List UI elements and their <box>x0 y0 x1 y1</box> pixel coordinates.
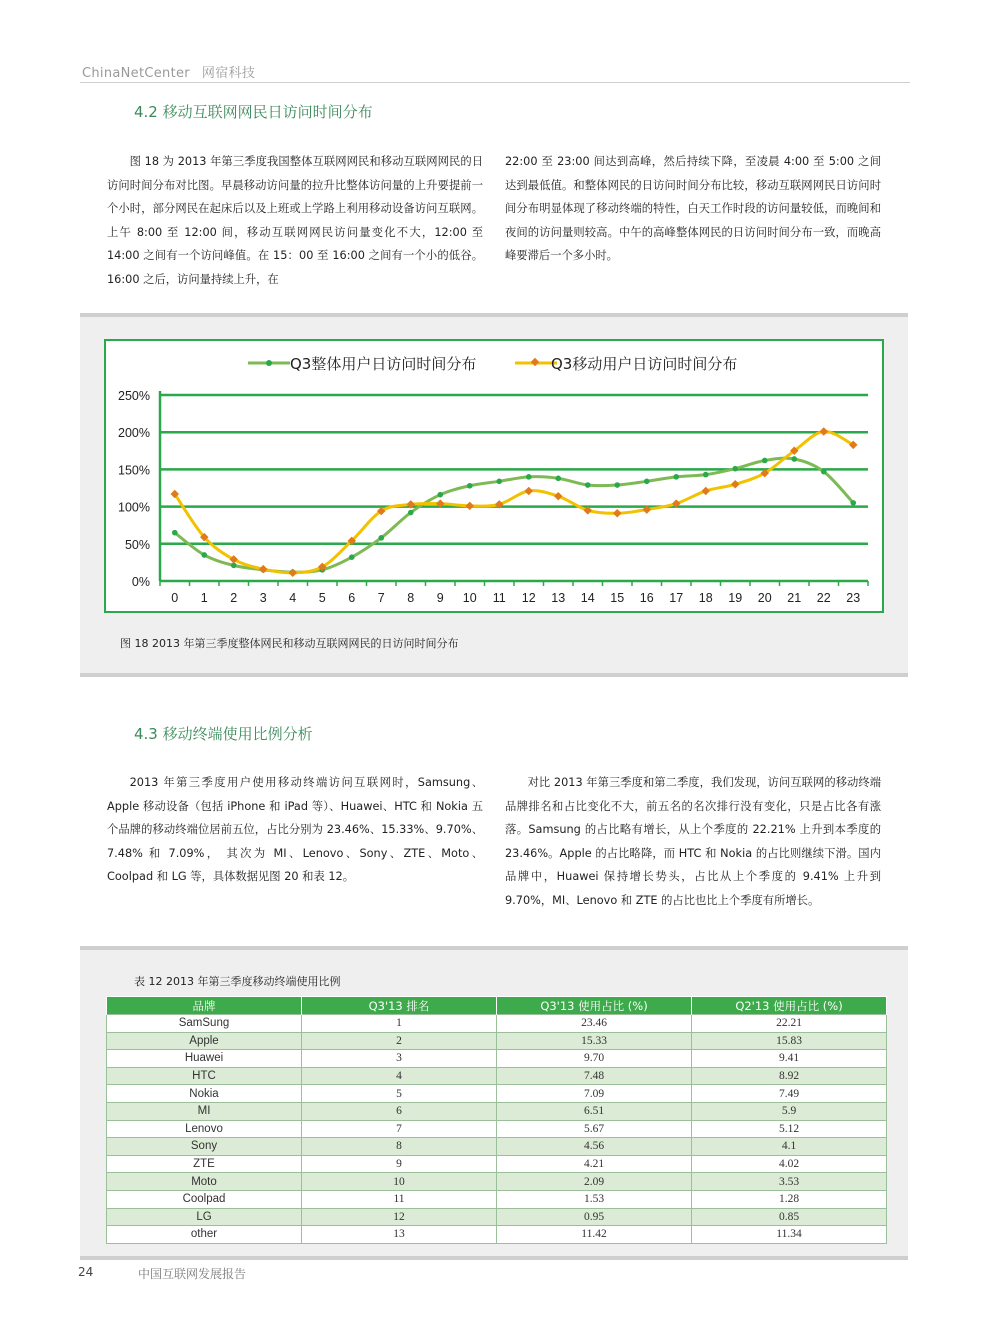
cell-q3-share: 15.33 <box>497 1032 692 1050</box>
x-tick-label: 20 <box>757 591 772 605</box>
cell-q2-share: 5.12 <box>692 1120 887 1138</box>
x-tick-label: 0 <box>171 591 179 605</box>
x-tick-label: 23 <box>846 591 861 605</box>
cell-brand: other <box>107 1226 302 1244</box>
x-tick-label: 21 <box>787 591 802 605</box>
table-caption: 表 12 2013 年第三季度移动终端使用比例 <box>134 975 341 988</box>
cell-rank: 8 <box>302 1138 497 1156</box>
chart-frame <box>104 339 884 613</box>
data-point-total <box>526 474 532 480</box>
grid <box>160 395 868 544</box>
table-panel-bottom-bar <box>80 1256 908 1260</box>
cell-q2-share: 4.02 <box>692 1155 887 1173</box>
table-body <box>107 1015 887 1244</box>
running-header <box>82 62 267 81</box>
cell-brand: Nokia <box>107 1085 302 1103</box>
y-tick-label: 200% <box>118 426 150 441</box>
legend-marker-mobile <box>531 358 539 366</box>
cell-q3-share: 11.42 <box>497 1226 692 1244</box>
cell-q2-share: 15.83 <box>692 1032 887 1050</box>
cell-brand: SamSung <box>107 1015 302 1033</box>
cell-q2-share: 7.49 <box>692 1085 887 1103</box>
series-line-0 <box>175 458 854 572</box>
x-tick-label: 14 <box>580 591 595 605</box>
x-tick-label: 4 <box>289 591 297 605</box>
line-chart <box>106 341 882 611</box>
data-point-total <box>496 479 502 485</box>
section1-left-column <box>107 150 483 291</box>
table-row <box>107 1155 887 1173</box>
data-point-mobile <box>466 502 474 510</box>
x-tick-label: 5 <box>318 591 326 605</box>
x-tick-label: 1 <box>200 591 208 605</box>
cell-q2-share: 4.1 <box>692 1138 887 1156</box>
data-point-total <box>555 476 561 482</box>
cell-q3-share: 4.56 <box>497 1138 692 1156</box>
section-title-4-3: 4.3 移动终端使用比例分析 <box>134 725 313 743</box>
cell-q3-share: 7.09 <box>497 1085 692 1103</box>
table-row <box>107 1067 887 1085</box>
section-title-4-2: 4.2 移动互联网网民日访问时间分布 <box>134 103 373 121</box>
x-tick-label: 22 <box>816 591 831 605</box>
x-tick-label: 12 <box>521 591 536 605</box>
data-point-total <box>378 535 384 541</box>
section2-right-paragraph: 对比 2013 年第三季度和第二季度，我们发现，访问互联网的移动终端品牌排名和占比变化不大，前五名的名次排行没有变化，只是占比各有涨落。Samsung 的占比略有增长，从上个季度的 22.21% 上升到本季度的 23.46%。Apple 的占比略降，而 HTC 和 Nokia 的占比则继续下滑。国内品牌中，Huawei 保持增长势头，占比从上个季度的 9.41% 上升到 9.70%，MI、Lenovo 和 ZTE 的占比也比上个季度有所增长。 <box>505 776 881 907</box>
table-row <box>107 1226 887 1244</box>
figure-caption: 图 18 2013 年第三季度整体网民和移动互联网网民的日访问时间分布 <box>120 637 459 650</box>
section2-left-paragraph: 2013 年第三季度用户使用移动终端访问互联网时，Samsung、Apple 移动设备（包括 iPhone 和 iPad 等）、Huawei、HTC 和 Nokia 五个品牌的移动终端位居前五位，占比分别为 23.46%、15.33%、9.70%、7.48% 和 7.09%， 其次为 MI、Lenovo、Sony、ZTE、Moto、Coolpad 和 LG 等，具体数据见图 20 和表 12。 <box>107 776 483 883</box>
cell-rank: 1 <box>302 1015 497 1033</box>
data-point-total <box>732 466 738 472</box>
table-row <box>107 1085 887 1103</box>
data-point-total <box>791 456 797 462</box>
section2-left-column <box>107 771 483 889</box>
table-header-row <box>107 997 887 1015</box>
section2-right-column <box>505 771 881 912</box>
legend <box>248 355 737 373</box>
data-point-total <box>201 552 207 558</box>
table-row <box>107 1138 887 1156</box>
table-row <box>107 1102 887 1120</box>
axes <box>118 389 868 605</box>
brand-cn: 网宿科技 <box>201 66 256 81</box>
cell-brand: MI <box>107 1102 302 1120</box>
cell-q3-share: 5.67 <box>497 1120 692 1138</box>
cell-q3-share: 4.21 <box>497 1155 692 1173</box>
table-row <box>107 1032 887 1050</box>
series-line-1 <box>175 431 854 572</box>
chart-panel-bottom-bar <box>80 673 908 677</box>
x-tick-label: 10 <box>462 591 477 605</box>
col-header-q2-share: Q2'13 使用占比 (%) <box>692 997 887 1015</box>
y-tick-label: 250% <box>118 389 150 403</box>
cell-brand: HTC <box>107 1067 302 1085</box>
table-row <box>107 1173 887 1191</box>
cell-rank: 13 <box>302 1226 497 1244</box>
x-tick-label: 2 <box>230 591 238 605</box>
y-tick-label: 100% <box>118 500 150 515</box>
x-tick-label: 15 <box>610 591 625 605</box>
y-tick-label: 150% <box>118 463 150 478</box>
data-point-mobile <box>702 487 710 495</box>
cell-q3-share: 7.48 <box>497 1067 692 1085</box>
x-tick-label: 16 <box>639 591 654 605</box>
cell-rank: 6 <box>302 1102 497 1120</box>
data-point-total <box>821 469 827 475</box>
cell-rank: 10 <box>302 1173 497 1191</box>
data-point-mobile <box>525 487 533 495</box>
cell-q3-share: 23.46 <box>497 1015 692 1033</box>
legend-marker-total <box>266 360 272 366</box>
cell-rank: 11 <box>302 1190 497 1208</box>
cell-q2-share: 1.28 <box>692 1190 887 1208</box>
legend-label-total: Q3整体用户日访问时间分布 <box>290 355 477 373</box>
cell-brand: Huawei <box>107 1050 302 1068</box>
col-header-rank: Q3'13 排名 <box>302 997 497 1015</box>
section1-right-column <box>505 150 881 268</box>
data-point-total <box>585 482 591 488</box>
header-rule <box>80 82 910 83</box>
table-row <box>107 1190 887 1208</box>
table-row <box>107 1050 887 1068</box>
data-point-total <box>467 483 473 489</box>
cell-rank: 7 <box>302 1120 497 1138</box>
cell-q2-share: 9.41 <box>692 1050 887 1068</box>
x-tick-label: 8 <box>407 591 415 605</box>
x-tick-label: 18 <box>698 591 713 605</box>
cell-q3-share: 0.95 <box>497 1208 692 1226</box>
cell-q2-share: 22.21 <box>692 1015 887 1033</box>
data-point-mobile <box>289 569 297 577</box>
cell-brand: Coolpad <box>107 1190 302 1208</box>
cell-brand: Sony <box>107 1138 302 1156</box>
y-tick-label: 50% <box>124 537 150 552</box>
series <box>171 427 858 577</box>
legend-label-mobile: Q3移动用户日访问时间分布 <box>551 355 738 373</box>
cell-q2-share: 8.92 <box>692 1067 887 1085</box>
cell-rank: 5 <box>302 1085 497 1103</box>
cell-q2-share: 5.9 <box>692 1102 887 1120</box>
section1-left-paragraph: 图 18 为 2013 年第三季度我国整体互联网网民和移动互联网网民的日访问时间分布对比图。早晨移动访问量的拉升比整体访问量的上升要提前一个小时，部分网民在起床后以及上班或上学路上利用移动设备访问互联网。上午 8:00 至 12:00 间，移动互联网网民访问量变化不大，12:00 至 14:00 之间有一个访问峰值。在 15：00 至 16:00 之间有一个小的低谷。16:00 之后，访问量持续上升，在 <box>107 155 483 286</box>
cell-q3-share: 2.09 <box>497 1173 692 1191</box>
data-point-mobile <box>554 492 562 500</box>
data-point-total <box>850 500 856 506</box>
x-tick-label: 13 <box>551 591 566 605</box>
cell-brand: ZTE <box>107 1155 302 1173</box>
x-tick-label: 11 <box>492 591 506 605</box>
table-row <box>107 1208 887 1226</box>
cell-q2-share: 0.85 <box>692 1208 887 1226</box>
data-point-total <box>703 472 709 478</box>
cell-brand: LG <box>107 1208 302 1226</box>
data-point-mobile <box>820 427 828 435</box>
data-point-total <box>437 492 443 498</box>
data-point-mobile <box>731 480 739 488</box>
cell-brand: Moto <box>107 1173 302 1191</box>
section1-right-paragraph: 22:00 至 23:00 间达到高峰，然后持续下降，至凌晨 4:00 至 5:00 之间达到最低值。和整体网民的日访问时间分布比较，移动互联网网民日访问时间分布明显体现了移动终端的特性，白天工作时段的访问量较低，而晚间和夜间的访问量则较高。中午的高峰整体网民的日访问时间分布一致，而晚高峰要滞后一个多小时。 <box>505 155 881 262</box>
table-row <box>107 1120 887 1138</box>
brand-en: ChinaNetCenter <box>82 66 190 81</box>
x-tick-label: 19 <box>728 591 743 605</box>
data-point-total <box>614 482 620 488</box>
cell-q3-share: 9.70 <box>497 1050 692 1068</box>
cell-rank: 3 <box>302 1050 497 1068</box>
col-header-q3-share: Q3'13 使用占比 (%) <box>497 997 692 1015</box>
data-point-total <box>172 530 178 536</box>
cell-q2-share: 3.53 <box>692 1173 887 1191</box>
col-header-brand: 品牌 <box>107 997 302 1015</box>
x-tick-label: 3 <box>259 591 267 605</box>
cell-rank: 2 <box>302 1032 497 1050</box>
x-tick-label: 9 <box>436 591 444 605</box>
data-point-mobile <box>259 565 267 573</box>
cell-brand: Apple <box>107 1032 302 1050</box>
footer-title: 中国互联网发展报告 <box>138 1267 247 1281</box>
x-tick-label: 17 <box>669 591 684 605</box>
data-point-total <box>644 479 650 485</box>
cell-q3-share: 1.53 <box>497 1190 692 1208</box>
brand-share-table <box>106 996 887 1244</box>
cell-brand: Lenovo <box>107 1120 302 1138</box>
data-point-mobile <box>613 509 621 517</box>
y-tick-label: 0% <box>131 575 150 589</box>
data-point-total <box>349 554 355 560</box>
table-row <box>107 1015 887 1033</box>
data-point-total <box>408 510 414 516</box>
cell-rank: 12 <box>302 1208 497 1226</box>
page-number: 24 <box>78 1265 94 1279</box>
x-tick-label: 7 <box>377 591 385 605</box>
data-point-total <box>673 474 679 480</box>
cell-rank: 4 <box>302 1067 497 1085</box>
cell-rank: 9 <box>302 1155 497 1173</box>
cell-q3-share: 6.51 <box>497 1102 692 1120</box>
data-point-total <box>762 458 768 464</box>
x-tick-label: 6 <box>348 591 356 605</box>
cell-q2-share: 11.34 <box>692 1226 887 1244</box>
